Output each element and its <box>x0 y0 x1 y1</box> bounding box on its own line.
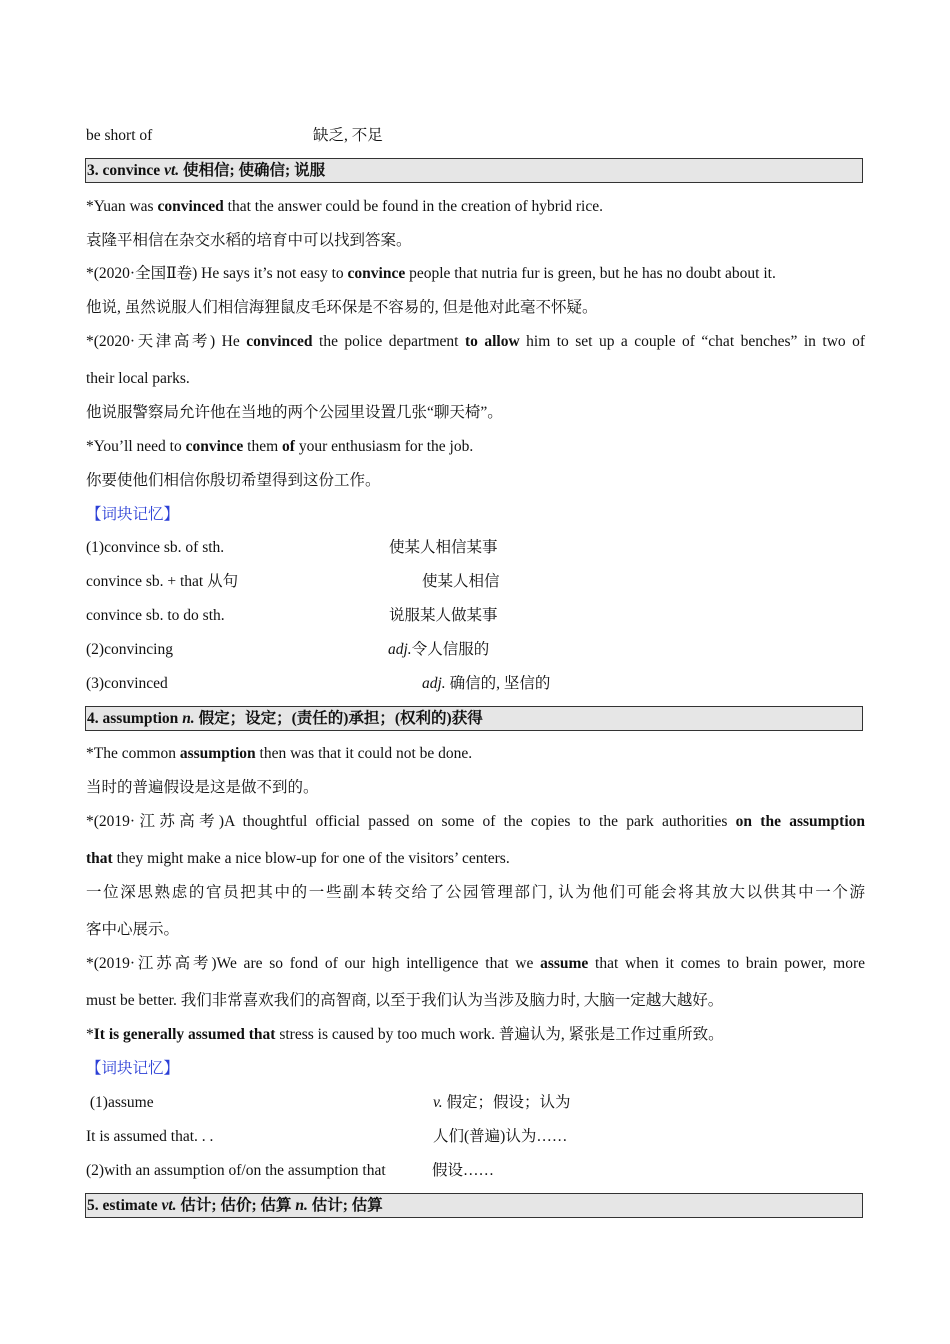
example-sentence <box>86 954 865 974</box>
text: stress is caused by too much work. 普遍认为, 紧张是工作过重所致。 <box>275 1026 724 1043</box>
text: then was that it could not be done. <box>255 745 473 762</box>
example-translation: 你要使他们相信你殷切希望得到这份工作。 <box>86 472 381 489</box>
keyword: of <box>282 438 295 455</box>
text: *(2019·江苏高考)We are so fond of our high intelligence that we <box>86 955 541 972</box>
phrase-term: (2)convincing <box>86 641 173 658</box>
phrase-meaning <box>433 1093 571 1113</box>
phrase-meaning: 说服某人做某事 <box>389 607 498 624</box>
keyword: to allow <box>464 333 520 350</box>
section-header-estimate <box>85 1193 863 1218</box>
example-translation: 当时的普遍假设是这是做不到的。 <box>86 779 319 796</box>
text: that the answer could be found in the creation of hybrid rice. <box>223 198 603 215</box>
text: 确信的, 坚信的 <box>445 675 551 692</box>
text: *(2020·天津高考) He <box>86 333 247 350</box>
keyword: on the assumption <box>735 813 866 830</box>
phrase-meaning: 使某人相信某事 <box>389 539 498 556</box>
text: them <box>243 438 283 455</box>
phrase-term: be short of <box>86 127 153 144</box>
example-sentence-cont <box>86 849 510 869</box>
text: *You’ll need to <box>86 438 186 455</box>
example-translation-cont: 客中心展示。 <box>86 921 180 938</box>
keyword: convinced <box>157 198 224 215</box>
keyword: assumption <box>179 745 256 762</box>
phrase-term: (3)convinced <box>86 675 168 692</box>
example-sentence <box>86 437 473 457</box>
header-pos: n. <box>182 710 195 727</box>
example-sentence <box>86 1025 724 1045</box>
text: *The common <box>86 745 180 762</box>
phrase-meaning: 缺乏, 不足 <box>313 127 383 144</box>
example-translation: 袁隆平相信在杂交水稻的培育中可以找到答案。 <box>86 232 412 249</box>
phrase-meaning: 人们(普遍)认为…… <box>433 1128 568 1145</box>
memory-label: 【词块记忆】 <box>86 1060 180 1077</box>
phrase-term: (1)assume <box>86 1094 154 1111</box>
example-sentence <box>86 197 603 217</box>
header-pos: vt. <box>164 162 180 179</box>
text: they might make a nice blow-up for one of the visitors’ centers. <box>112 850 510 867</box>
example-translation: 一位深思熟虑的官员把其中的一些副本转交给了公园管理部门, 认为他们可能会将其放大以供其中一个游 <box>86 884 865 901</box>
phrase-term: It is assumed that. . . <box>86 1128 214 1145</box>
keyword: convinced <box>246 333 313 350</box>
example-translation: 他说, 虽然说服人们相信海狸鼠皮毛环保是不容易的, 但是他对此毫不怀疑。 <box>86 299 598 316</box>
pos: adj. <box>388 641 412 658</box>
keyword: assume <box>540 955 589 972</box>
text: him to set up a couple of “chat benches” in two of <box>519 333 866 350</box>
phrase-term: (2)with an assumption of/on the assumption that <box>86 1162 386 1179</box>
text: 假定；假设；认为 <box>442 1094 571 1111</box>
memory-label: 【词块记忆】 <box>86 506 180 523</box>
section-header-assumption <box>85 706 863 731</box>
header-word: 3. convince <box>87 162 161 179</box>
text: *(2020·全国Ⅱ卷) He says it’s not easy to <box>86 265 348 282</box>
phrase-meaning: 使某人相信 <box>422 573 500 590</box>
example-sentence-cont: their local parks. <box>86 370 190 387</box>
phrase-meaning <box>422 674 550 694</box>
text: 令人信服的 <box>411 641 490 658</box>
section-header-convince <box>85 158 863 183</box>
text: your enthusiasm for the job. <box>294 438 474 455</box>
header-meaning: 使相信; 使确信; 说服 <box>183 162 326 179</box>
text: *Yuan was <box>86 198 158 215</box>
header-pos-noun: n. <box>295 1197 308 1214</box>
header-meaning-noun: 估计; 估算 <box>311 1197 383 1214</box>
text: people that nutria fur is green, but he has no doubt about it. <box>405 265 776 282</box>
phrase-meaning: 假设…… <box>432 1162 495 1179</box>
header-meaning: 假定；设定；(责任的)承担；(权利的)获得 <box>198 710 483 727</box>
example-sentence-cont: must be better. 我们非常喜欢我们的高智商, 以至于我们认为当涉及脑力时, 大脑一定越大越好。 <box>86 992 724 1009</box>
keyword: convince <box>347 265 406 282</box>
header-pos: vt. <box>161 1197 177 1214</box>
text: * <box>86 1026 94 1043</box>
pos: v. <box>433 1094 443 1111</box>
example-sentence <box>86 744 472 764</box>
header-word: 4. assumption <box>87 710 179 727</box>
keyword: It is generally assumed that <box>93 1026 276 1043</box>
text: the police department <box>312 333 465 350</box>
keyword: that <box>86 850 113 867</box>
text: *(2019·江苏高考)A thoughtful official passed on some of the copies to the park authorities <box>86 813 736 830</box>
phrase-term: convince sb. to do sth. <box>86 607 225 624</box>
example-sentence <box>86 264 776 284</box>
pos: adj. <box>422 675 446 692</box>
example-sentence <box>86 812 865 832</box>
example-sentence <box>86 332 865 352</box>
text: that when it comes to brain power, more <box>588 955 865 972</box>
header-meaning: 估计; 估价; 估算 <box>180 1197 292 1214</box>
example-translation: 他说服警察局允许他在当地的两个公园里设置几张“聊天椅”。 <box>86 404 503 421</box>
phrase-meaning <box>388 640 489 660</box>
header-word: 5. estimate <box>87 1197 158 1214</box>
phrase-term: convince sb. + that 从句 <box>86 573 239 590</box>
phrase-term: (1)convince sb. of sth. <box>86 539 225 556</box>
keyword: convince <box>185 438 244 455</box>
